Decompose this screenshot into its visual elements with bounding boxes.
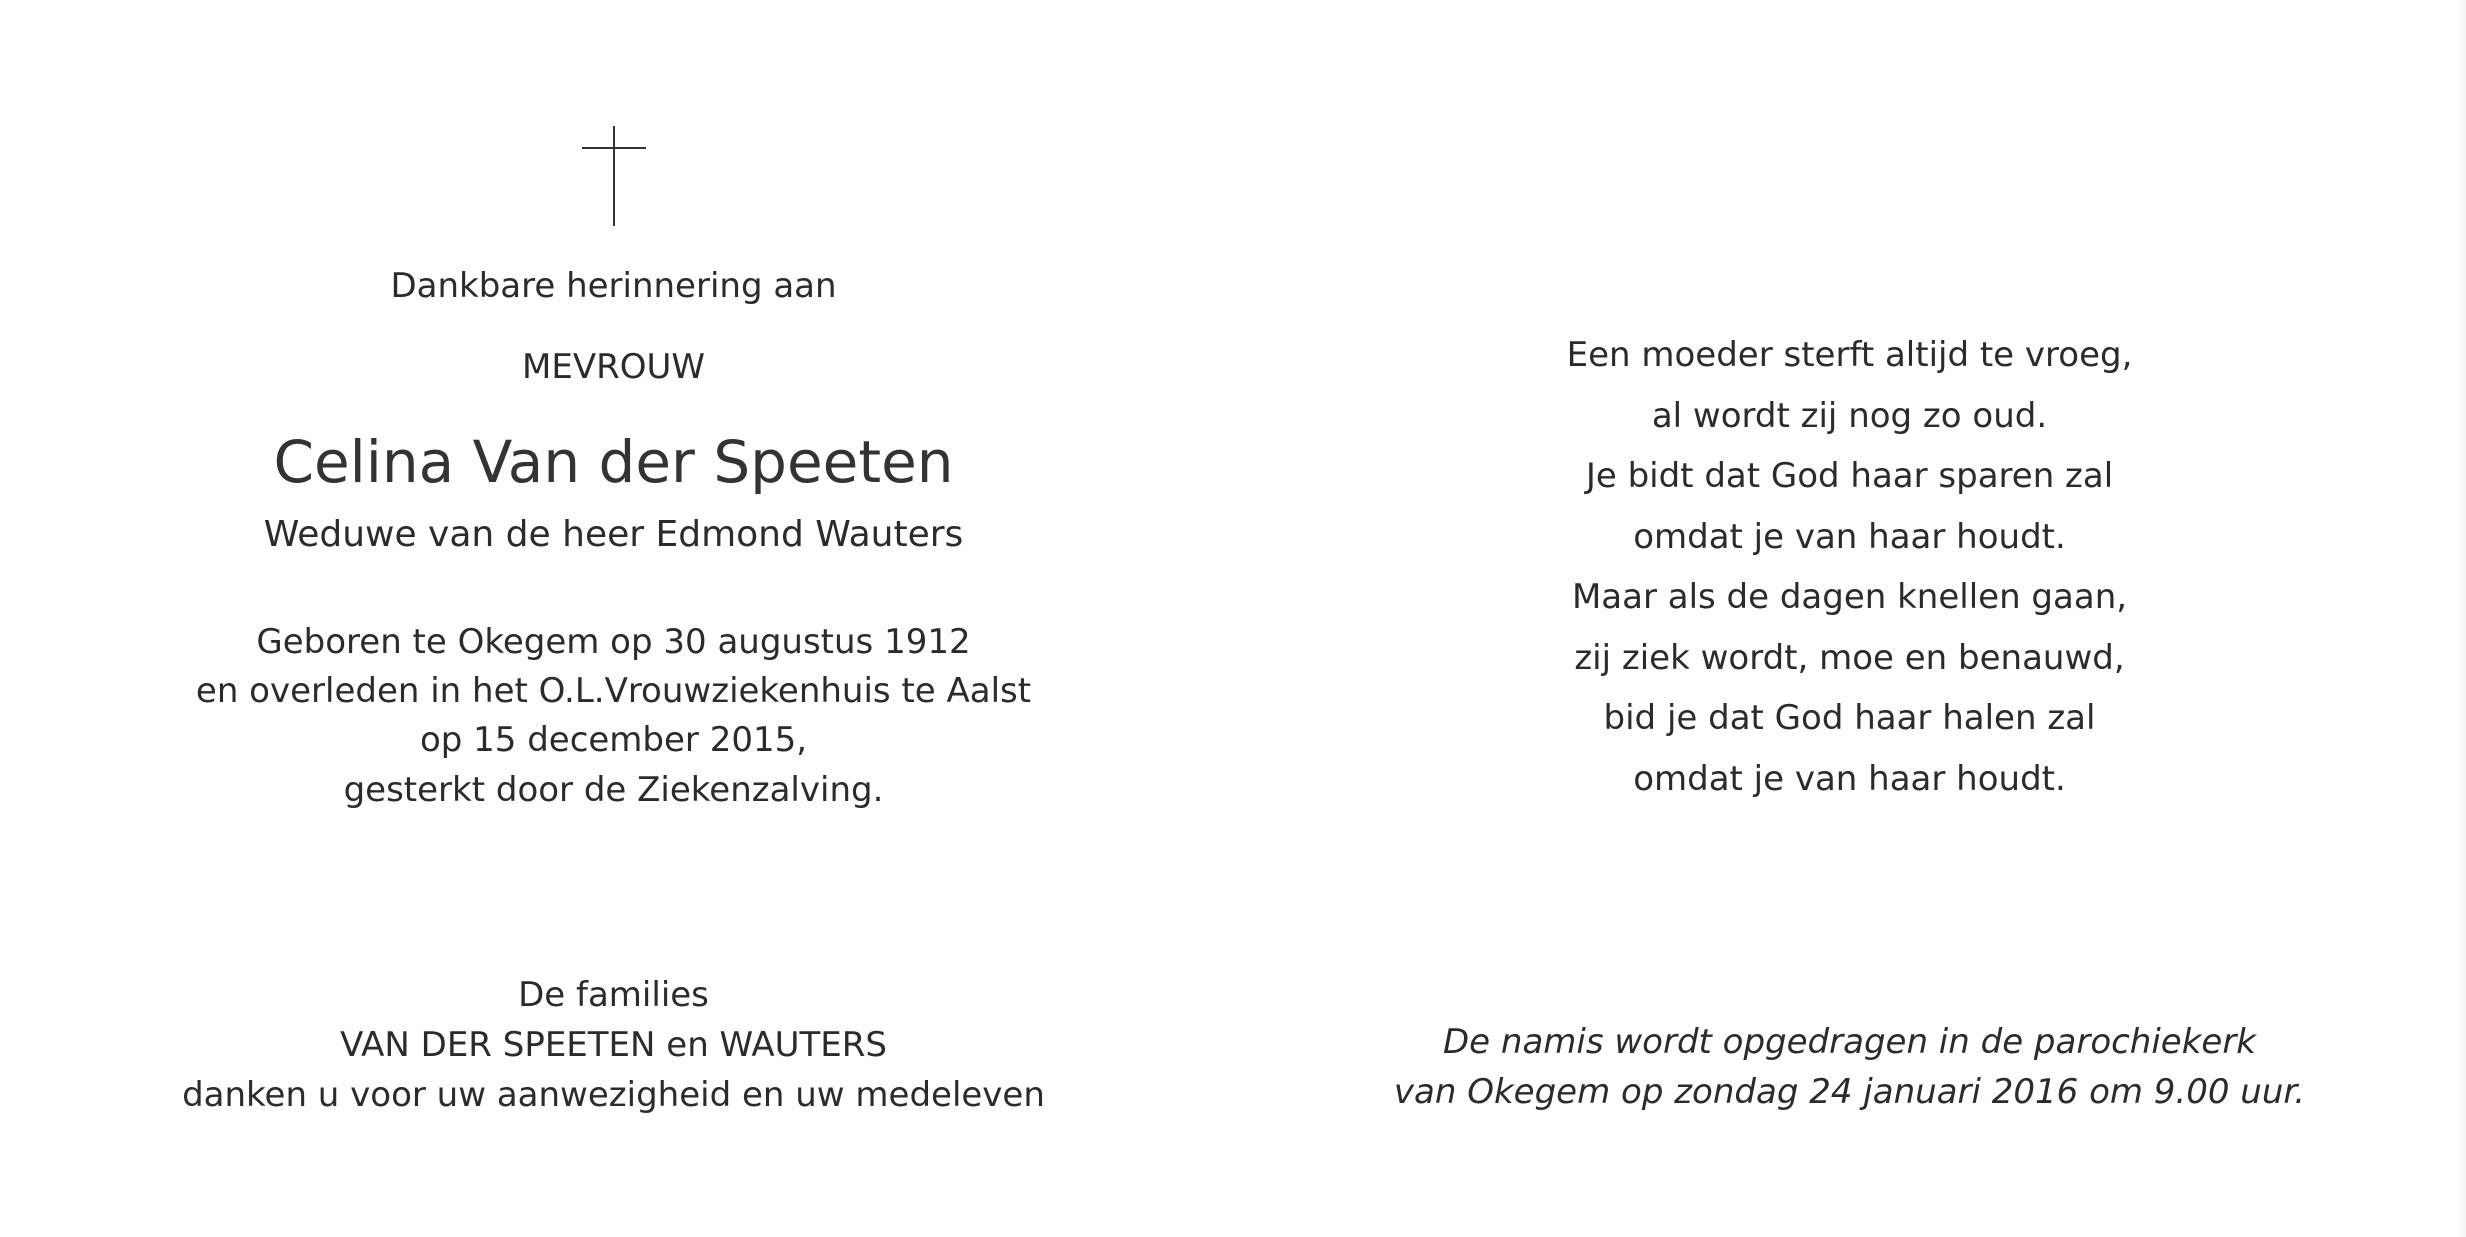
poem-line: Je bidt dat God haar sparen zal [1585, 456, 2114, 496]
family-names: VAN DER SPEETEN en WAUTERS [340, 1025, 887, 1065]
death-place-line: en overleden in het O.L.Vrouwziekenhuis te Aalst [195, 671, 1032, 711]
poem-line: al wordt zij nog zo oud. [1651, 396, 2048, 436]
poem-line: zij ziek wordt, moe en benauwd, [1574, 638, 2125, 678]
honorific: MEVROUW [522, 347, 705, 387]
sacrament-line: gesterkt door de Ziekenzalving. [343, 770, 884, 810]
card-edge-shadow [2456, 0, 2466, 1237]
mass-line: De namis wordt opgedragen in de parochiekerk [1442, 1022, 2256, 1062]
families-label: De families [518, 975, 709, 1015]
death-date-line: op 15 december 2015, [419, 720, 808, 760]
poem-line: Een moeder sterft altijd te vroeg, [1566, 335, 2133, 375]
thanks-line: danken u voor uw aanwezigheid en uw medeleven [182, 1075, 1045, 1115]
spouse-line: Weduwe van de heer Edmond Wauters [263, 514, 964, 555]
birth-line: Geboren te Okegem op 30 augustus 1912 [256, 622, 971, 662]
deceased-name: Celina Van der Speeten [273, 428, 954, 496]
cross-icon [582, 126, 646, 226]
poem-line: omdat je van haar houdt. [1633, 517, 2066, 557]
poem-line: Maar als de dagen knellen gaan, [1571, 577, 2128, 617]
poem-line: bid je dat God haar halen zal [1603, 698, 2096, 738]
right-panel [1233, 0, 2466, 1237]
intro-text: Dankbare herinnering aan [390, 266, 837, 306]
mass-line: van Okegem op zondag 24 januari 2016 om 9.00 uur. [1393, 1072, 2306, 1112]
poem-line: omdat je van haar houdt. [1633, 759, 2066, 799]
